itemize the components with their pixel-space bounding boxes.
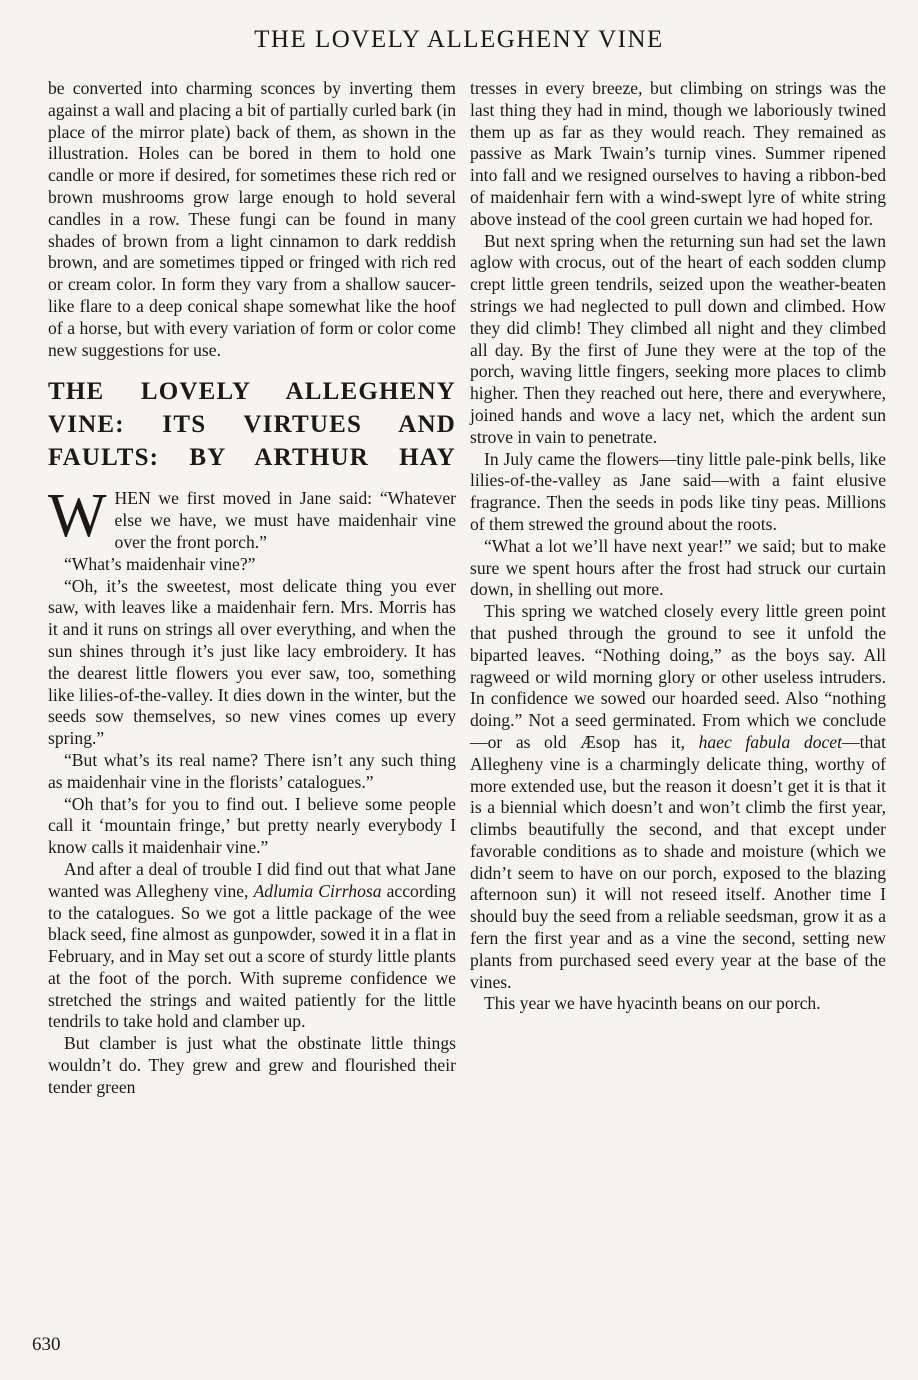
paragraph — [470, 601, 886, 993]
text-run: And after a deal of trouble I did find out that what Jane wanted was Allegheny vine, — [48, 858, 456, 901]
paragraph: This year we have hyacinth beans on our porch. — [484, 993, 821, 1014]
running-title: THE LOVELY ALLEGHENY VINE — [254, 26, 664, 53]
opening-paragraph — [48, 482, 456, 553]
page-number: 630 — [32, 1334, 61, 1355]
right-column — [470, 78, 886, 1015]
paragraph: But clamber is just what the obstinate little things wouldn’t do. They grew and grew and flourished their tender green — [48, 1033, 456, 1097]
paragraph: “What a lot we’ll have next year!” we said; but to make sure we spent hours after the frost had struck our curtain down, in shelling out more. — [470, 535, 886, 600]
text-run: —that Allegheny vine is a charmingly delicate thing, worthy of more extended use, but the reason it doesn’t get it is that it is a biennial which doesn’t and won’t climb the first year, climbs beautifully the second, and that except under favorable conditions as to shade and moisture (which we didn’t seem to have on our porch, exposed to the blazing afternoon sun) it will not reseed itself. Another time I should buy the seed from a reliable seedsman, grow it as a fern the first year and as a vine the second, setting new plants from purchased seed every year at the base of the vines. — [470, 731, 886, 992]
left-column — [48, 78, 456, 1099]
paragraph: In July came the flowers—tiny little pale-pink bells, like lilies-of-the-valley as Jane said—with a faint elusive fragrance. Then the seeds in pods like tiny peas. Millions of them strewed the ground about the roots. — [470, 448, 886, 534]
latin-phrase: haec fabula docet — [698, 731, 843, 752]
paragraph: “What’s maidenhair vine?” — [64, 553, 256, 574]
text-run: This spring we watched closely every little green point that pushed through the ground to see it unfold the biparted leaves. “Nothing doing,” as the boys say. All ragweed or wild morning glory or other useless intruders. In confidence we sowed our hoarded seed. Also “nothing doing.” Not a seed germinated. From which we conclude—or as old Æsop has it, — [470, 601, 886, 752]
opening-text: HEN we first moved in Jane said: “Whatever else we have, we must have maidenhair vine over the front porch.” — [114, 488, 456, 552]
drop-cap: W — [48, 482, 107, 551]
article-title-line-1: THE LOVELY ALLEGHENY — [48, 378, 456, 406]
paragraph: “Oh that’s for you to find out. I believe some people call it ‘mountain fringe,’ but pretty nearly everybody I know calls it maidenhair vine.” — [48, 793, 456, 858]
text-run: according to the catalogues. So we got a little package of the wee black seed, fine almost as gunpowder, sowed it in a flat in February, and in May set out a score of sturdy little plants at the foot of the porch. With supreme confidence we stretched the strings and waited patiently for the little tendrils to take hold and clamber up. — [48, 880, 456, 1032]
intro-paragraph: be converted into charming sconces by inverting them against a wall and placing a bit of partially curled bark (in place of the mirror plate) back of them, as shown in the illustration. Holes can be bored in them to hold one candle or more if desired, for sometimes these rich red or brown mushrooms grow large enough to hold several candles in a row. These fungi can be found in many shades of brown from a light cinnamon to dark reddish brown, and are sometimes tipped or fringed with rich red or cream color. In form they vary from a shallow saucer-like flare to a deep conical shape somewhat like the hoof of a horse, but with every variation of form or color come new suggestions for use. — [48, 78, 456, 360]
botanical-name: Adlumia Cirrhosa — [253, 880, 382, 901]
article-title — [48, 375, 456, 474]
paragraph: “Oh, it’s the sweetest, most delicate thing you ever saw, with leaves like a maidenhair fern. Mrs. Morris has it and it runs on strings all over everything, and when the sun shines through it’s just like lacy embroidery. It has the dearest little flowers you ever saw, too, something like lilies-of-the-valley. It dies down in the winter, but the seeds sow themselves, so new vines comes up every spring.” — [48, 575, 456, 749]
paragraph: tresses in every breeze, but climbing on strings was the last thing they had in mind, though we laboriously twined them up as far as they would reach. They remained as passive as Mark Twain’s turnip vines. Summer ripened into fall and we resigned ourselves to having a ribbon-bed of maidenhair fern with a wind-swept lyre of white string above instead of the cool green curtain we had hoped for. — [470, 78, 886, 229]
paragraph — [48, 859, 456, 1033]
article-title-line-3: FAULTS: BY ARTHUR HAY — [48, 444, 456, 472]
paragraph: But next spring when the returning sun had set the lawn aglow with crocus, out of the heart of each sodden clump crept little green tendrils, seized upon the weather-beaten strings we had neglected to pull down and climbed. How they did climb! They climbed all night and they climbed all day. By the first of June they were at the top of the porch, waving little fingers, seeking more places to climb higher. Then they reached out here, there and everywhere, joined hands and wove a lacy net, which the ardent sun strove in vain to penetrate. — [470, 230, 886, 447]
paragraph: “But what’s its real name? There isn’t any such thing as maidenhair vine in the florists’ catalogues.” — [48, 749, 456, 792]
article-title-line-2: VINE: ITS VIRTUES AND — [48, 411, 456, 439]
